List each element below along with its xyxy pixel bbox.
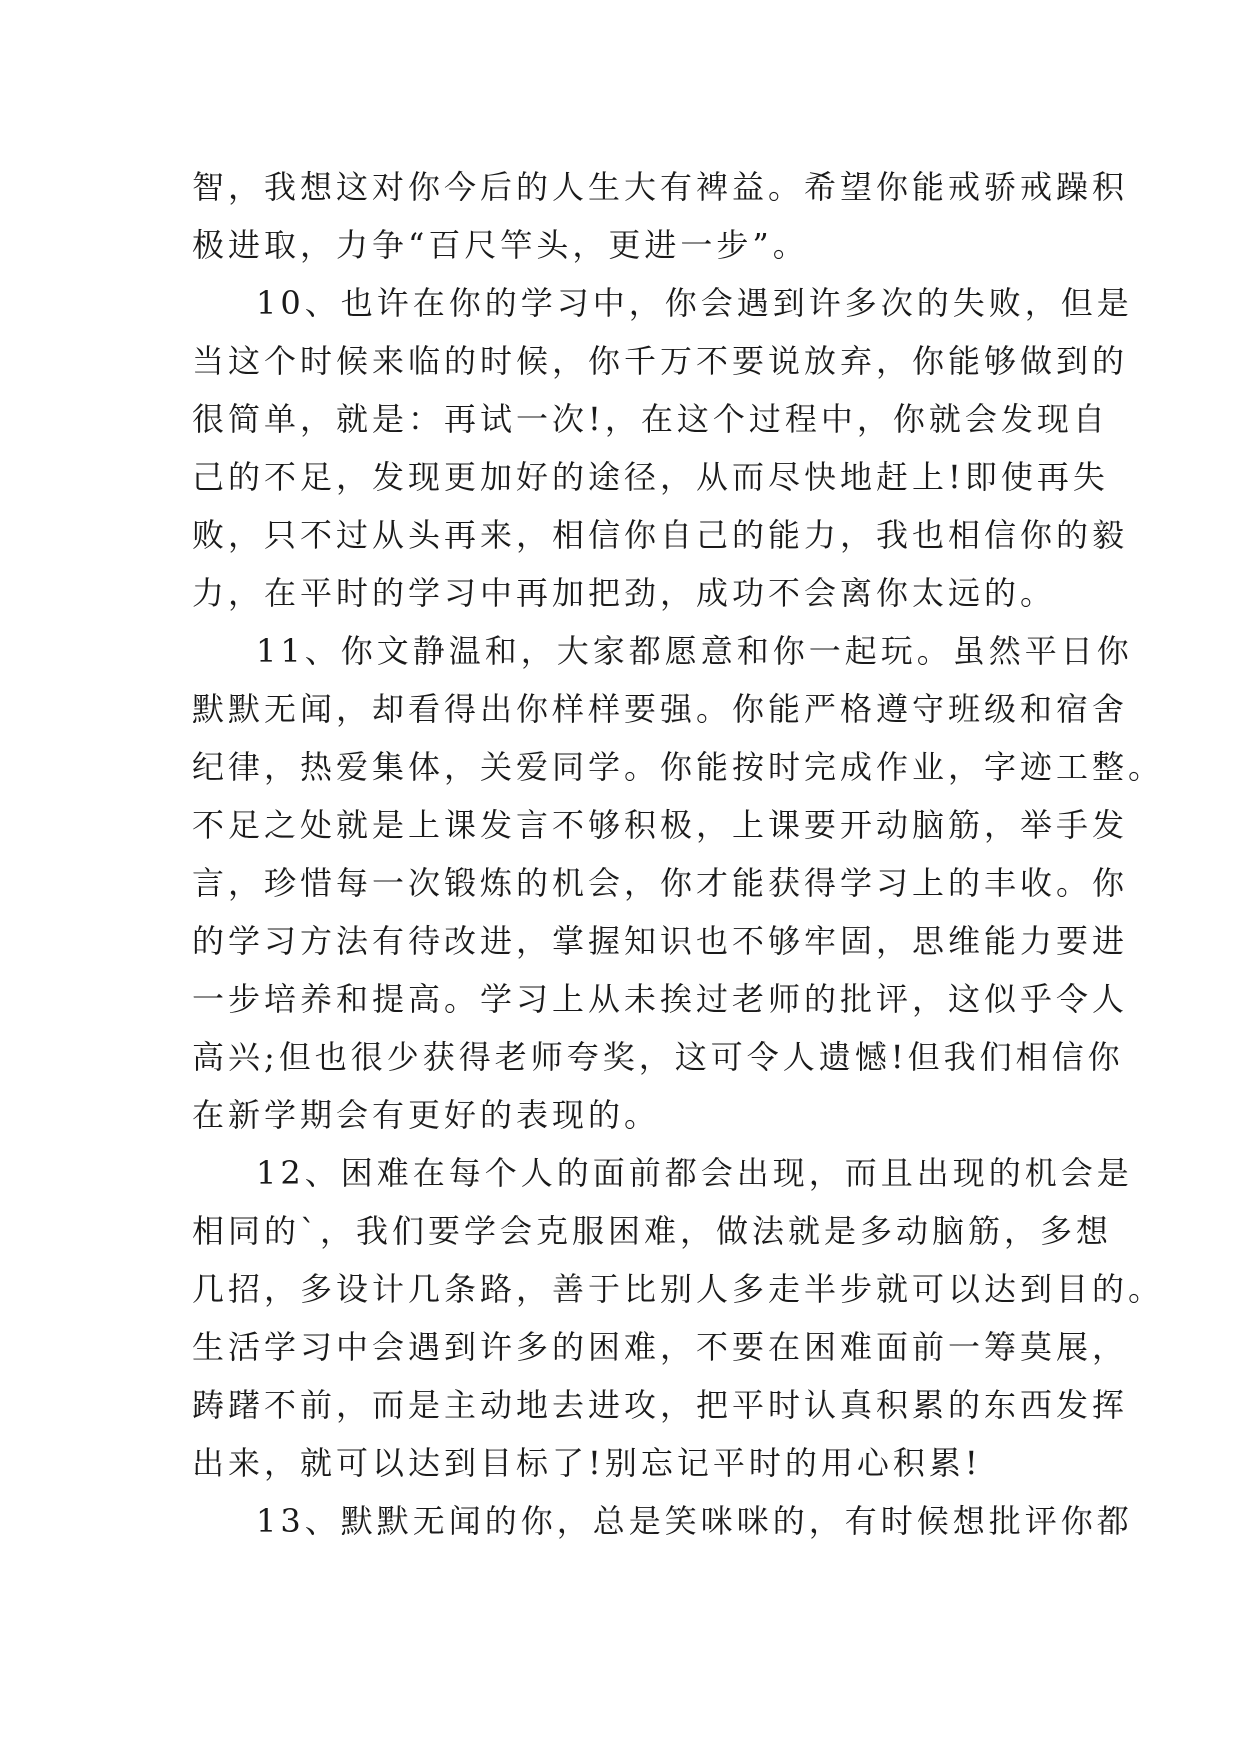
text-line: 高兴;但也很少获得老师夸奖，这可令人遗憾!但我们相信你 [192, 1038, 1124, 1076]
text-line: 在新学期会有更好的表现的。 [192, 1096, 661, 1134]
text-line: 很简单，就是：再试一次!，在这个过程中，你就会发现自 [192, 400, 1109, 438]
text-line: 几招，多设计几条路，善于比别人多走半步就可以达到目的。 [192, 1270, 1165, 1308]
paragraph-12-start: 12、困难在每个人的面前都会出现，而且出现的机会是 [256, 1154, 1133, 1192]
text-line: 力，在平时的学习中再加把劲，成功不会离你太远的。 [192, 574, 1057, 612]
text-line: 败，只不过从头再来，相信你自己的能力，我也相信你的毅 [192, 516, 1129, 554]
text-line: 智，我想这对你今后的人生大有裨益。希望你能戒骄戒躁积 [192, 168, 1129, 206]
paragraph-10-start: 10、也许在你的学习中，你会遇到许多次的失败，但是 [256, 284, 1133, 322]
text-line: 己的不足，发现更加好的途径，从而尽快地赶上!即使再失 [192, 458, 1109, 496]
paragraph-11-start: 11、你文静温和，大家都愿意和你一起玩。虽然平日你 [256, 632, 1133, 670]
text-line: 纪律，热爱集体，关爱同学。你能按时完成作业，字迹工整。 [192, 748, 1165, 786]
text-line: 相同的`，我们要学会克服困难，做法就是多动脑筋，多想 [192, 1212, 1113, 1250]
text-line: 极进取，力争“百尺竿头，更进一步”。 [192, 226, 809, 264]
text-line: 的学习方法有待改进，掌握知识也不够牢固，思维能力要进 [192, 922, 1129, 960]
text-line: 当这个时候来临的时候，你千万不要说放弃，你能够做到的 [192, 342, 1129, 380]
text-line: 生活学习中会遇到许多的困难，不要在困难面前一筹莫展， [192, 1328, 1129, 1366]
text-line: 言，珍惜每一次锻炼的机会，你才能获得学习上的丰收。你 [192, 864, 1129, 902]
text-line: 踌躇不前，而是主动地去进攻，把平时认真积累的东西发挥 [192, 1386, 1129, 1424]
text-line: 出来，就可以达到目标了!别忘记平时的用心积累! [192, 1444, 982, 1482]
paragraph-13-start: 13、默默无闻的你，总是笑咪咪的，有时候想批评你都 [256, 1502, 1133, 1540]
body-text [192, 158, 1165, 1550]
text-line: 一步培养和提高。学习上从未挨过老师的批评，这似乎令人 [192, 980, 1129, 1018]
text-line: 不足之处就是上课发言不够积极，上课要开动脑筋，举手发 [192, 806, 1129, 844]
text-line: 默默无闻，却看得出你样样要强。你能严格遵守班级和宿舍 [192, 690, 1129, 728]
